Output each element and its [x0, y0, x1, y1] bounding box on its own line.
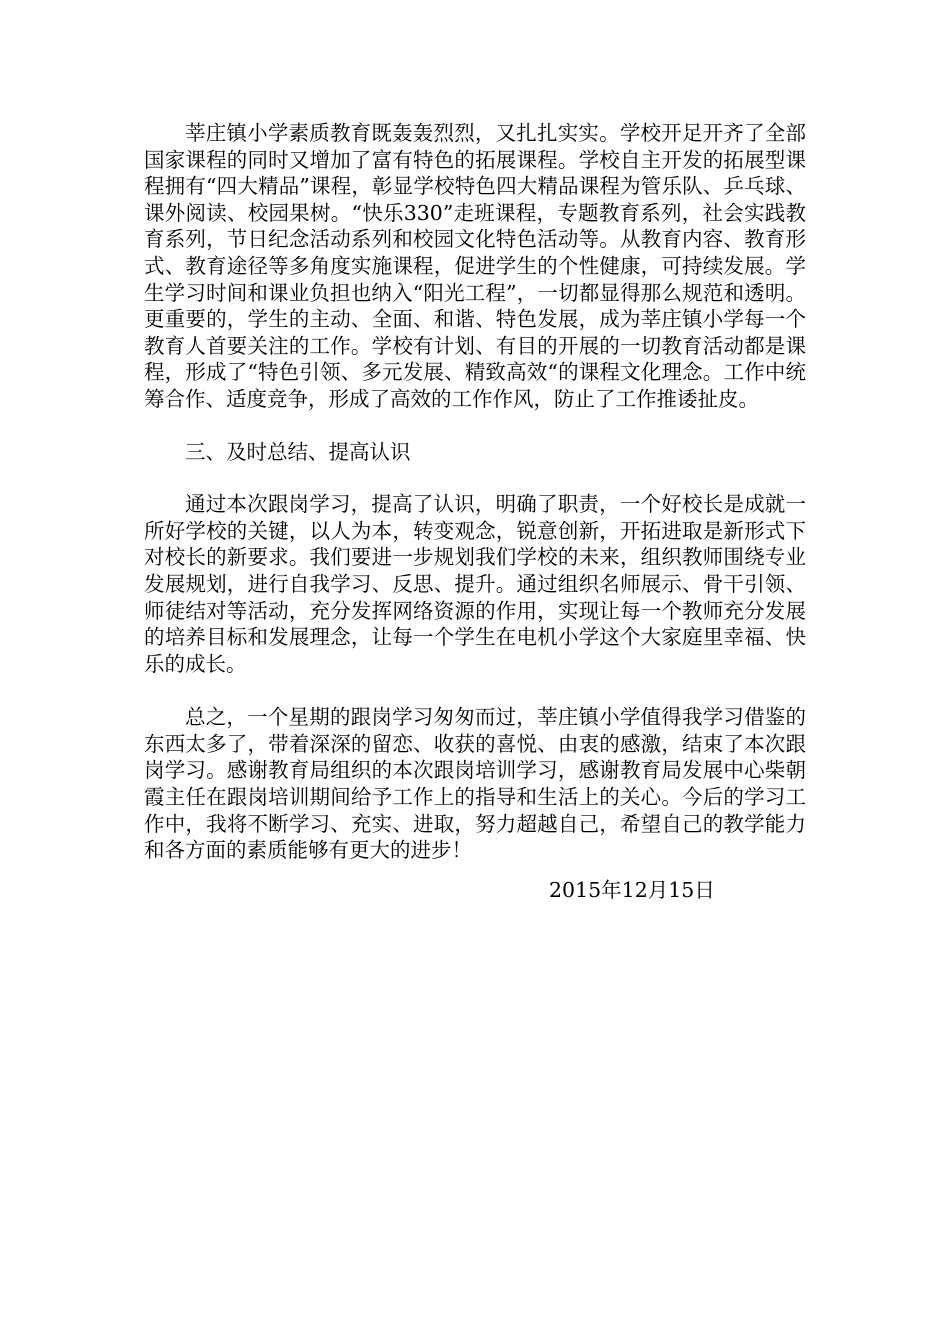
- document-page: [144, 120, 806, 903]
- section-heading: 三、及时总结、提高认识: [185, 439, 411, 464]
- body-paragraph-conclusion: 总之，一个星期的跟岗学习匆匆而过，莘庄镇小学值得我学习借鉴的东西太多了，带着深深的留恋、收获的喜悦、由衷的感激，结束了本次跟岗学习。感谢教育局组织的本次跟岗培训学习，感谢教育局发展中心柴朝霞主任在跟岗培训期间给予工作上的指导和生活上的关心。今后的学习工作中，我将不断学习、充实、进取，努力超越自己，希望自己的教学能力和各方面的素质能够有更大的进步！: [144, 705, 806, 863]
- body-paragraph-curriculum: 莘庄镇小学素质教育既轰轰烈烈，又扎扎实实。学校开足开齐了全部国家课程的同时又增加了富有特色的拓展课程。学校自主开发的拓展型课程拥有“四大精品”课程，彰显学校特色四大精品课程为管乐队、乒乓球、课外阅读、校园果树。“快乐330”走班课程，专题教育系列，社会实践教育系列，节日纪念活动系列和校园文化特色活动等。从教育内容、教育形式、教育途径等多角度实施课程，促进学生的个性健康，可持续发展。学生学习时间和课业负担也纳入“阳光工程”，一切都显得那么规范和透明。更重要的，学生的主动、全面、和谐、特色发展，成为莘庄镇小学每一个教育人首要关注的工作。学校有计划、有目的开展的一切教育活动都是课程，形成了“特色引领、多元发展、精致高效“的课程文化理念。工作中统筹合作、适度竞争，形成了高效的工作作风，防止了工作推诿扯皮。: [144, 121, 806, 411]
- document-date: 2015年12月15日: [549, 877, 715, 902]
- body-paragraph-reflection: 通过本次跟岗学习，提高了认识，明确了职责，一个好校长是成就一所好学校的关键，以人为本，转变观念，锐意创新，开拓进取是新形式下对校长的新要求。我们要进一步规划我们学校的未来，组织教师围绕专业发展规划，进行自我学习、反思、提升。通过组织名师展示、骨干引领、师徒结对等活动，充分发挥网络资源的作用，实现让每一个教师充分发展的培养目标和发展理念，让每一个学生在电机小学这个大家庭里幸福、快乐的成长。: [144, 492, 806, 676]
